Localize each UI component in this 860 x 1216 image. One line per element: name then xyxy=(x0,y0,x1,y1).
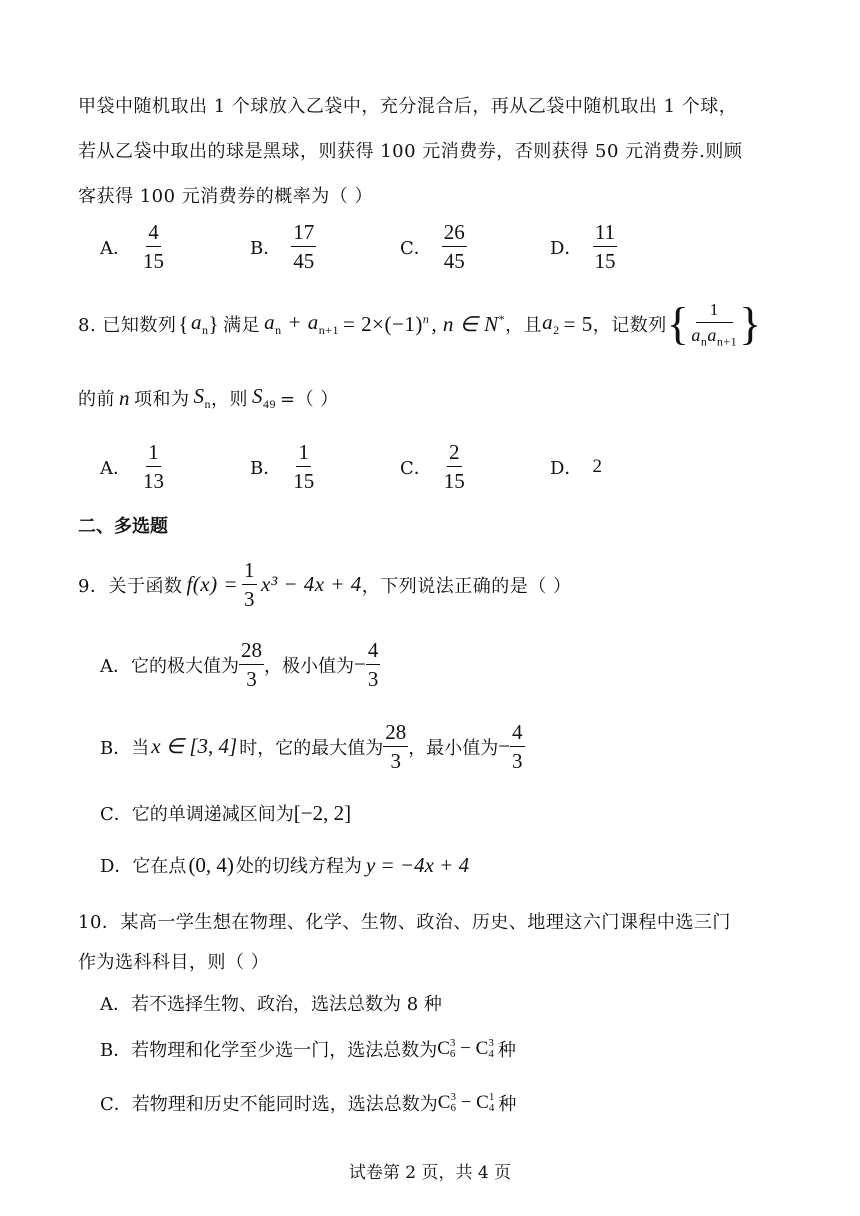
fraction: $\frac{4}{15}$ xyxy=(143,220,164,274)
fraction: $\frac{1}{a_na_{n+1}}$ xyxy=(691,300,738,349)
q7-options xyxy=(100,220,700,273)
q7-option-d[interactable]: D． $\frac{11}{15}$ xyxy=(550,220,616,274)
fraction: $\frac{2}{15}$ xyxy=(443,440,465,494)
section-heading: 二、多选题 xyxy=(78,516,168,537)
q9-option-d[interactable]: D．它在点 (0, 4) 处的切线方程为 y = −4x + 4 xyxy=(100,852,470,877)
q10-option-a[interactable]: A．若不选择生物、政治，选法总数为 8 种 xyxy=(100,994,442,1015)
q7-line-1: 甲袋中随机取出 1 个球放入乙袋中，充分混合后，再从乙袋中随机取出 1 个球， xyxy=(78,96,738,117)
fraction: $\frac{26}{45}$ xyxy=(443,220,465,274)
fraction: $\frac{11}{15}$ xyxy=(594,220,616,274)
q8-option-d[interactable]: D． 2 xyxy=(550,455,602,479)
q10-option-b[interactable]: B．若物理和化学至少选一门，选法总数为 C 3 6 − C 3 4 种 xyxy=(100,1037,516,1061)
q9-stem: 9．关于函数 f(x) = $\frac{1}{3}$ x³ − 4x + 4 ，下列说法正确的是（ ） xyxy=(78,558,572,612)
q10-line-1: 10．某高一学生想在物理、化学、生物、政治、历史、地理这六门课程中选三门 xyxy=(78,912,731,933)
fraction: $\frac{1}{13}$ xyxy=(143,440,164,494)
q10-option-c[interactable]: C．若物理和历史不能同时选，选法总数为 C 3 6 − C 1 4 种 xyxy=(100,1091,517,1115)
fraction: $\frac{17}{45}$ xyxy=(293,220,315,274)
q9-option-b[interactable]: B．当 x ∈ [3, 4] 时，它的最大值为 $\frac{28}{3}$ ，最小值为 − $\frac{4}{3}$ xyxy=(100,720,523,774)
q8-option-a[interactable]: A． $\frac{1}{13}$ xyxy=(100,440,164,494)
q7-option-c[interactable]: C． $\frac{26}{45}$ xyxy=(400,220,465,274)
q7-option-b[interactable]: B． $\frac{17}{45}$ xyxy=(250,220,315,274)
fraction: $\frac{1}{15}$ xyxy=(293,440,315,494)
fraction: $\frac{4}{3}$ xyxy=(367,638,379,692)
q8-stem-line-2: 的前 n 项和为 $S_n$ ，则 $S_{49}$ =（ ） xyxy=(78,384,339,412)
q8-option-c[interactable]: C． $\frac{2}{15}$ xyxy=(400,440,465,494)
q8-stem-line-1: 8. 已知数列 { $a_n$ } 满足 $a_n + a_{n+1}$ = $2\times(-1)^n$ , n ∈ N* ，且 $a_2$ = 5 ，记数列 { $\frac{1}{a_na_{n+1}}$ } xyxy=(78,298,762,350)
q7-option-a[interactable]: A． $\frac{4}{15}$ xyxy=(100,220,164,274)
fraction: $\frac{1}{3}$ xyxy=(244,558,256,612)
q9-option-a[interactable]: A．它的极大值为 $\frac{28}{3}$ ，极小值为 − $\frac{4}{3}$ xyxy=(100,638,379,692)
q10-line-2: 作为选科科目，则（ ） xyxy=(78,952,270,973)
fraction: $\frac{28}{3}$ xyxy=(241,638,262,692)
q8-option-b[interactable]: B． $\frac{1}{15}$ xyxy=(250,440,315,494)
page-footer: 试卷第 2 页，共 4 页 xyxy=(348,1163,512,1183)
q7-line-3: 客获得 100 元消费券的概率为（ ） xyxy=(78,186,374,207)
q8-options xyxy=(100,440,700,493)
fraction: $\frac{28}{3}$ xyxy=(385,720,407,774)
fraction: $\frac{4}{3}$ xyxy=(512,720,523,774)
q7-line-2: 若从乙袋中取出的球是黑球，则获得 100 元消费券，否则获得 50 元消费券.则顾 xyxy=(78,141,743,162)
q9-option-c[interactable]: C．它的单调递减区间为 [−2, 2] xyxy=(100,800,352,825)
